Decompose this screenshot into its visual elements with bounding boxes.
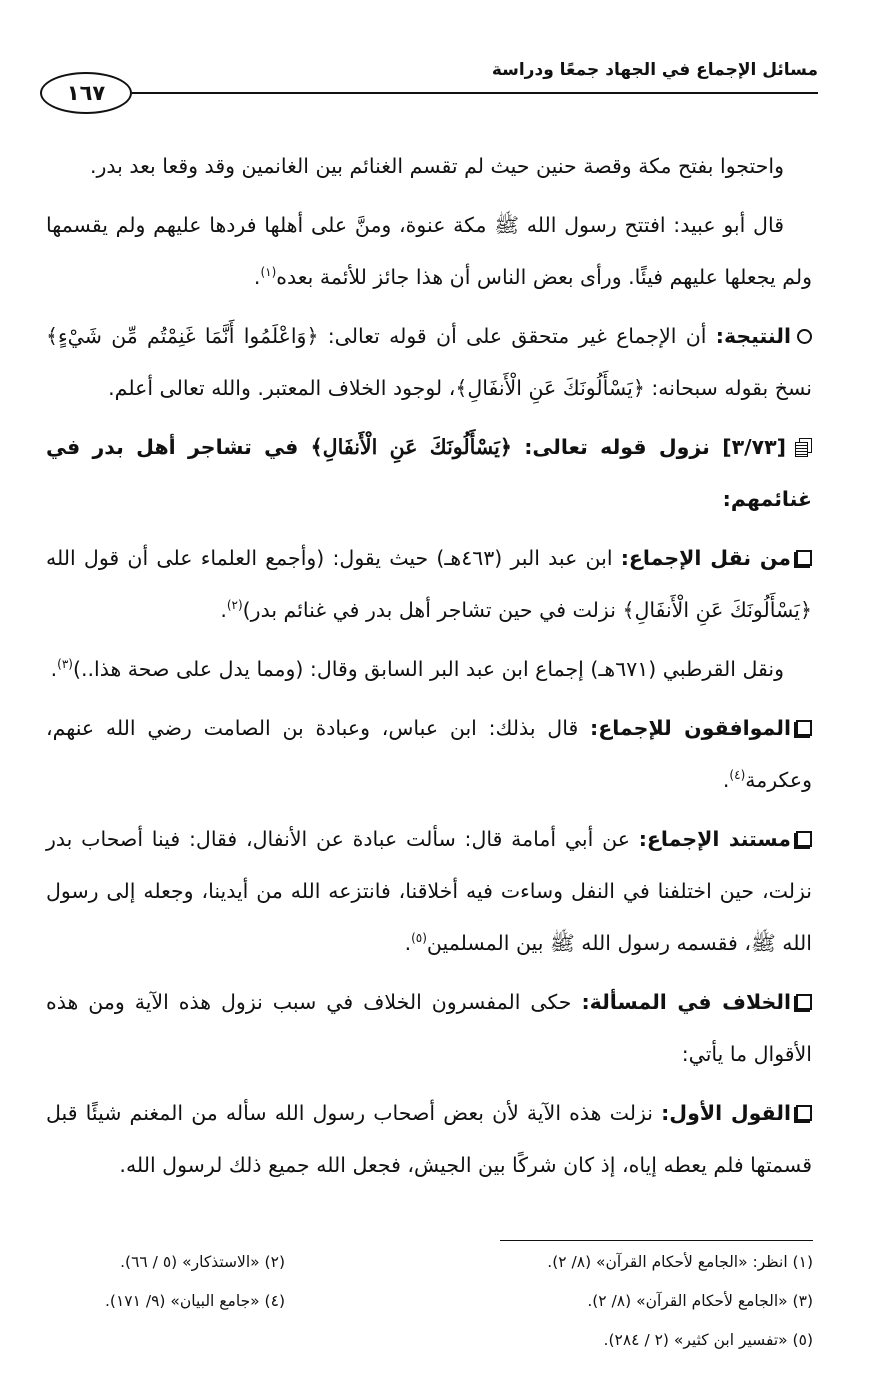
footnote-ref-2: (٢): [226, 598, 243, 612]
quran-quote: ﴿وَاعْلَمُوا أَنَّمَا غَنِمْتُم مِّن شَيْءٍ﴾: [46, 324, 319, 348]
paragraph-conquest: [46, 140, 812, 192]
square-bullet-icon: [796, 550, 812, 566]
paragraph-qurtubi: [46, 643, 812, 695]
header-rule: [132, 92, 818, 94]
result-label: النتيجة:: [715, 324, 791, 348]
paragraph-text: حكى المفسرون الخلاف في سبب نزول هذه الآية ومن هذه الأقوال ما يأتي:: [46, 990, 812, 1066]
footnote-separator: [500, 1240, 813, 1241]
footnote-3: (٣) «الجامع لأحكام القرآن» (٨/ ٢).: [587, 1292, 813, 1310]
page-number: ١٦٧: [40, 72, 132, 114]
page-header: [40, 50, 818, 120]
quran-quote: ﴿يَسْأَلُونَكَ عَنِ الْأَنفَالِ﴾: [310, 435, 512, 459]
item-label: القول الأول:: [661, 1101, 791, 1125]
footnote-4: (٤) «جامع البيان» (٩/ ١٧١).: [104, 1292, 285, 1310]
paragraph-consensus-source: [46, 532, 812, 636]
item-label: الموافقون للإجماع:: [590, 716, 791, 740]
running-title: مسائل الإجماع في الجهاد جمعًا ودراسة: [491, 60, 818, 80]
paragraph-text: ، لوجود الخلاف المعتبر. والله تعالى أعلم.: [108, 376, 456, 400]
item-label: الخلاف في المسألة:: [581, 990, 792, 1014]
paragraph-result: [46, 310, 812, 414]
footnote-ref-4: (٤): [729, 768, 746, 782]
footnote-5: (٥) «تفسير ابن كثير» (٢ / ٢٨٤).: [603, 1331, 813, 1349]
page-body: [46, 140, 812, 1198]
paragraph-first-opinion: [46, 1087, 812, 1191]
square-bullet-icon: [796, 831, 812, 847]
paragraph-text: نزلت هذه الآية لأن بعض أصحاب رسول الله سأله من المغنم شيئًا قبل قسمتها فلم يعطه إياه، إذ كان شركًا بين الجيش، فجعل الله جميع ذلك لرسول الله.: [46, 1101, 812, 1177]
footnote-ref-5: (٥): [411, 931, 427, 945]
footnote-ref-3: (٣): [57, 657, 73, 671]
paragraph-agreeing: [46, 702, 812, 806]
punctuation: .: [50, 657, 58, 681]
section-number: [٣/٧٣]: [722, 435, 786, 459]
punctuation: .: [404, 931, 412, 955]
paragraph-text: نزلت في حين تشاجر أهل بدر في غنائم بدر): [242, 598, 623, 622]
document-icon: [796, 438, 812, 456]
square-bullet-icon: [796, 1105, 812, 1121]
footnote-2: (٢) «الاستذكار» (٥ / ٦٦).: [120, 1253, 285, 1271]
paragraph-text: قال بذلك: ابن عباس، وعبادة بن الصامت رضي الله عنهم، وعكرمة: [46, 716, 812, 792]
quran-quote: ﴿يَسْأَلُونَكَ عَنِ الْأَنفَالِ﴾: [622, 598, 812, 622]
punctuation: .: [722, 768, 730, 792]
paragraph-text: ابن عبد البر (٤٦٣هـ) حيث يقول: (وأجمع العلماء على أن قول الله: [46, 546, 621, 570]
quran-quote: ﴿يَسْأَلُونَكَ عَنِ الْأَنفَالِ﴾: [455, 376, 645, 400]
paragraph-disagreement: [46, 976, 812, 1080]
circle-bullet-icon: [797, 329, 812, 344]
paragraph-abu-ubaid: [46, 199, 812, 303]
footnote-1: (١) انظر: «الجامع لأحكام القرآن» (٨/ ٢).: [547, 1253, 813, 1271]
section-heading: [46, 421, 812, 525]
footnote-ref-1: (١): [260, 265, 277, 279]
paragraph-text: واحتجوا بفتح مكة وقصة حنين حيث لم تقسم الغنائم بين الغانمين وقد وقعا بعد بدر.: [89, 154, 784, 178]
paragraph-text: أن الإجماع غير متحقق على أن قوله تعالى:: [318, 324, 716, 348]
paragraph-text: عن أبي أمامة قال: سألت عبادة عن الأنفال، فقال: فينا أصحاب بدر نزلت، حين اختلفنا في النفل وساءت فيه أخلاقنا، فانتزعه الله من أيدينا، وجعله إلى رسول الله ﷺ، فقسمه رسول الله ﷺ بين المسلمين: [46, 827, 812, 955]
item-label: من نقل الإجماع:: [620, 546, 791, 570]
section-heading-text: في تشاجر أهل بدر في غنائمهم:: [46, 435, 812, 511]
paragraph-text: نسخ بقوله سبحانه:: [644, 376, 812, 400]
square-bullet-icon: [796, 720, 812, 736]
punctuation: .: [253, 265, 261, 289]
paragraph-text: قال أبو عبيد: افتتح رسول الله ﷺ مكة عنوة، ومنَّ على أهلها فردها عليهم ولم يقسمها ولم يجعلها عليهم فيئًا. ورأى بعض الناس أن هذا جائز للأئمة بعده: [46, 213, 812, 289]
item-label: مستند الإجماع:: [638, 827, 791, 851]
punctuation: .: [220, 598, 227, 622]
paragraph-basis: [46, 813, 812, 969]
paragraph-text: ونقل القرطبي (٦٧١هـ) إجماع ابن عبد البر السابق وقال: (ومما يدل على صحة هذا..): [72, 657, 784, 681]
square-bullet-icon: [796, 994, 812, 1010]
section-heading-text: نزول قوله تعالى:: [511, 435, 723, 459]
